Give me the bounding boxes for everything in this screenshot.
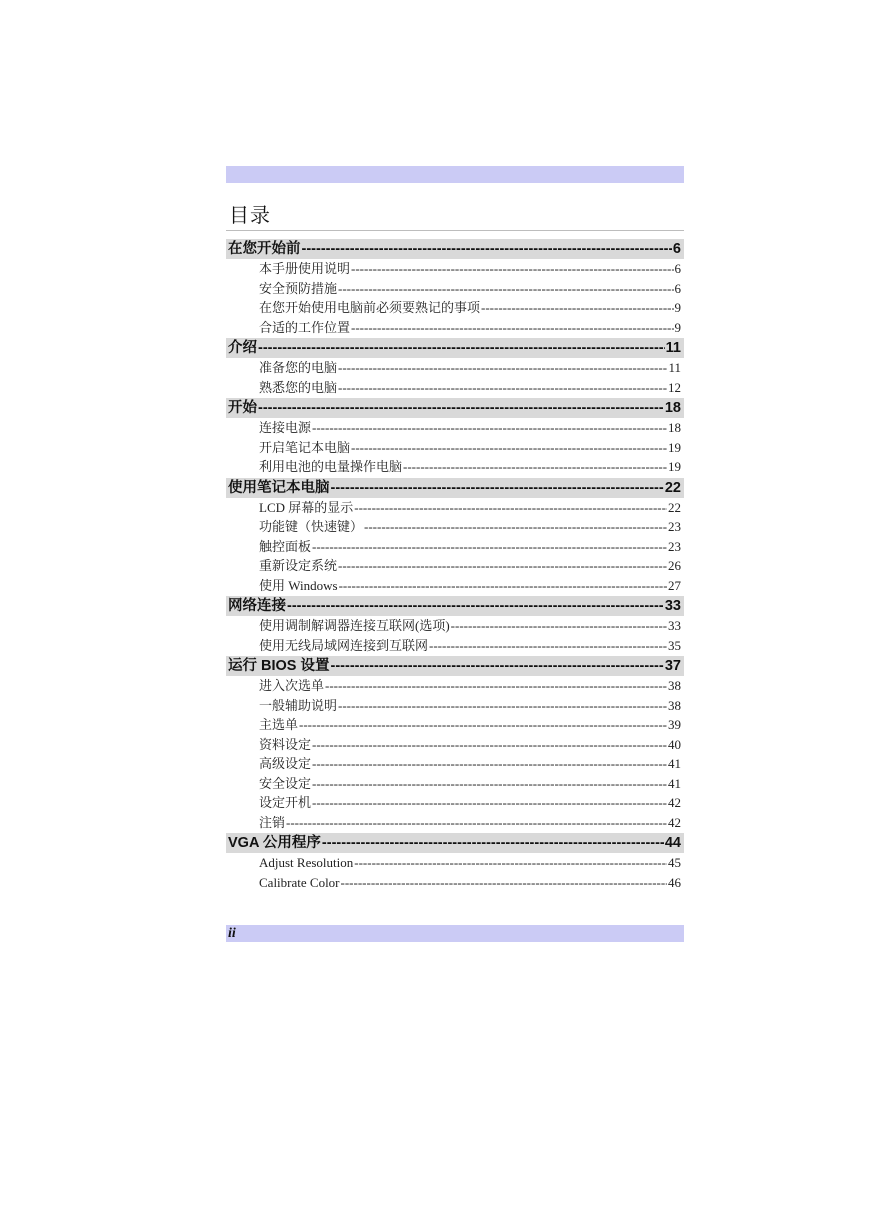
entry-page-number: 23 (668, 538, 681, 554)
entry-page-number: 19 (668, 439, 681, 455)
dot-leader (341, 873, 667, 893)
entry-title: 触控面板 (259, 538, 312, 554)
entry-page-number: 27 (668, 577, 681, 593)
chapter-title: 运行 BIOS 设置 (228, 658, 330, 674)
dot-leader (312, 735, 667, 755)
dot-leader (351, 438, 667, 458)
toc-entry-row[interactable] (226, 715, 684, 735)
entry-title: Adjust Resolution (259, 855, 354, 870)
dot-leader (354, 853, 667, 873)
dot-leader (338, 279, 673, 299)
chapter-title: 开始 (228, 400, 257, 416)
dot-leader (403, 457, 667, 477)
toc-entry-row[interactable] (226, 576, 684, 596)
entry-page-number: 26 (668, 558, 681, 573)
dot-leader (312, 774, 667, 794)
entry-title: 开启笔记本电脑 (259, 439, 351, 455)
entry-page-number: 23 (668, 519, 681, 534)
title-divider (226, 230, 684, 231)
toc-chapter-row[interactable] (226, 338, 684, 358)
dot-leader (351, 318, 673, 338)
chapter-page-number: 44 (664, 835, 681, 851)
entry-title: 高级设定 (259, 756, 312, 771)
dot-leader (354, 498, 667, 518)
toc-entry-row[interactable] (226, 813, 684, 833)
entry-page-number: 45 (668, 855, 681, 870)
entry-title: 利用电池的电量操作电脑 (259, 459, 403, 474)
entry-page-number: 42 (668, 814, 681, 830)
toc-entry-row[interactable] (226, 556, 684, 576)
entry-page-number: 33 (668, 618, 681, 633)
toc-chapter-row[interactable] (226, 656, 684, 676)
toc-entry-row[interactable] (226, 696, 684, 716)
dot-leader (325, 676, 667, 696)
dot-leader (312, 754, 667, 774)
entry-page-number: 19 (668, 459, 681, 474)
dot-leader (331, 656, 664, 676)
footer-band (226, 925, 684, 942)
chapter-title: 网络连接 (228, 598, 286, 614)
entry-title: 主选单 (259, 717, 299, 732)
dot-leader (312, 793, 667, 813)
entry-title: 本手册使用说明 (259, 261, 351, 276)
chapter-page-number: 18 (664, 400, 681, 416)
entry-page-number: 11 (668, 360, 681, 375)
toc-entry-row[interactable] (226, 279, 684, 299)
dot-leader (429, 636, 667, 656)
toc-entry-row[interactable] (226, 378, 684, 398)
entry-title: 安全设定 (259, 775, 312, 791)
entry-title: 使用调制解调器连接互联网(选项) (259, 618, 450, 633)
entry-title: 设定开机 (259, 795, 312, 810)
toc-chapter-row[interactable] (226, 478, 684, 498)
dot-leader (299, 715, 667, 735)
entry-page-number: 38 (668, 697, 681, 713)
dot-leader (338, 358, 667, 378)
toc-entry-row[interactable] (226, 438, 684, 458)
entry-title: 在您开始使用电脑前必须要熟记的事项 (259, 300, 481, 315)
toc-entry-row[interactable] (226, 636, 684, 656)
chapter-page-number: 37 (664, 658, 681, 674)
entry-title: 进入次选单 (259, 678, 325, 693)
toc-entry-row[interactable] (226, 298, 684, 318)
entry-page-number: 35 (668, 637, 681, 653)
entry-page-number: 40 (668, 736, 681, 752)
toc-entry-row[interactable] (226, 418, 684, 438)
dot-leader (338, 556, 667, 576)
entry-title: 一般辅助说明 (259, 697, 338, 713)
table-of-contents (226, 238, 684, 892)
toc-entry-row[interactable] (226, 318, 684, 338)
entry-title: 使用无线局域网连接到互联网 (259, 637, 429, 653)
toc-entry-row[interactable] (226, 793, 684, 813)
entry-title: 熟悉您的电脑 (259, 379, 338, 395)
entry-title: 安全预防措施 (259, 280, 338, 296)
entry-title: Calibrate Color (259, 874, 340, 890)
toc-entry-row[interactable] (226, 873, 684, 893)
dot-leader (339, 576, 667, 596)
toc-entry-row[interactable] (226, 457, 684, 477)
toc-entry-row[interactable] (226, 735, 684, 755)
entry-page-number: 6 (674, 261, 681, 276)
entry-title: 功能键（快速键） (259, 519, 364, 534)
dot-leader (258, 398, 664, 418)
entry-page-number: 41 (668, 775, 681, 791)
entry-page-number: 41 (668, 756, 681, 771)
dot-leader (258, 338, 665, 358)
toc-entry-row[interactable] (226, 676, 684, 696)
chapter-title: 在您开始前 (228, 241, 301, 257)
entry-page-number: 46 (668, 874, 681, 890)
entry-page-number: 18 (668, 420, 681, 435)
dot-leader (286, 813, 667, 833)
chapter-page-number: 11 (665, 340, 681, 356)
toc-entry-row[interactable] (226, 498, 684, 518)
chapter-title: 使用笔记本电脑 (228, 479, 330, 496)
entry-page-number: 12 (668, 379, 681, 395)
dot-leader (351, 259, 673, 279)
dot-leader (338, 378, 667, 398)
entry-title: 准备您的电脑 (259, 360, 338, 375)
chapter-page-number: 22 (664, 479, 681, 496)
dot-leader (364, 517, 667, 537)
toc-entry-row[interactable] (226, 537, 684, 557)
toc-entry-row[interactable] (226, 616, 684, 636)
chapter-page-number: 33 (664, 598, 681, 614)
entry-title: 重新设定系统 (259, 558, 338, 573)
entry-page-number: 9 (674, 300, 681, 315)
entry-title: 连接电源 (259, 420, 312, 435)
entry-title: 合适的工作位置 (259, 319, 351, 335)
entry-title: LCD 屏幕的显示 (259, 499, 354, 515)
entry-page-number: 38 (668, 678, 681, 693)
entry-page-number: 9 (674, 319, 681, 335)
dot-leader (302, 239, 672, 259)
toc-entry-row[interactable] (226, 517, 684, 537)
toc-entry-row[interactable] (226, 358, 684, 378)
toc-entry-row[interactable] (226, 853, 684, 873)
toc-chapter-row[interactable] (226, 398, 684, 418)
entry-page-number: 22 (668, 499, 681, 515)
toc-entry-row[interactable] (226, 774, 684, 794)
entry-page-number: 6 (674, 280, 681, 296)
dot-leader (312, 537, 667, 557)
toc-chapter-row[interactable] (226, 596, 684, 616)
toc-entry-row[interactable] (226, 754, 684, 774)
dot-leader (322, 833, 664, 853)
dot-leader (481, 298, 673, 318)
entry-title: 注销 (259, 814, 286, 830)
page-title: 目录 (229, 203, 271, 227)
dot-leader (331, 478, 664, 498)
header-band (226, 166, 684, 183)
entry-page-number: 42 (668, 795, 681, 810)
toc-chapter-row[interactable] (226, 239, 684, 259)
toc-chapter-row[interactable] (226, 833, 684, 853)
dot-leader (451, 616, 667, 636)
chapter-title: 介绍 (228, 340, 257, 356)
entry-page-number: 39 (668, 717, 681, 732)
dot-leader (338, 696, 667, 716)
page-number: ii (228, 926, 236, 941)
toc-entry-row[interactable] (226, 259, 684, 279)
chapter-page-number: 6 (672, 241, 681, 257)
dot-leader (312, 418, 667, 438)
dot-leader (287, 596, 664, 616)
entry-title: 使用 Windows (259, 577, 338, 593)
chapter-title: VGA 公用程序 (228, 835, 321, 851)
entry-title: 资料设定 (259, 736, 312, 752)
